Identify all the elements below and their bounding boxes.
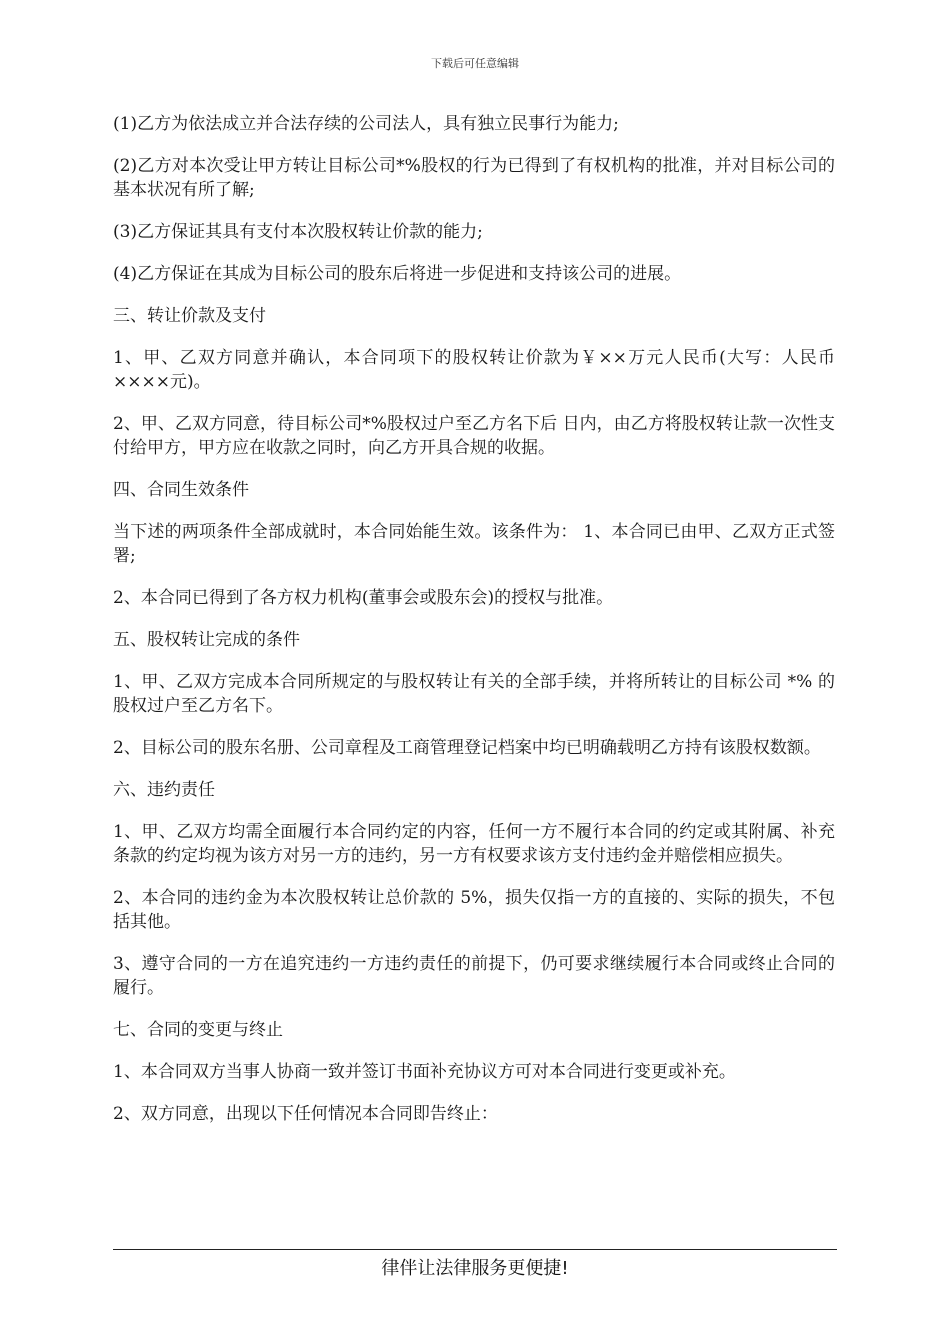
section-heading-completion: 五、股权转让完成的条件 xyxy=(113,630,300,650)
section-heading-termination: 七、合同的变更与终止 xyxy=(113,1020,283,1040)
price-clause-2: 2、甲、乙双方同意，待目标公司*%股权过户至乙方名下后 日内，由乙方将股权转让款一次性支付给甲方，甲方应在收款之同时，向乙方开具合规的收据。 xyxy=(113,414,835,458)
completion-clause-2: 2、目标公司的股东名册、公司章程及工商管理登记档案中均已明确载明乙方持有该股权数额。 xyxy=(113,738,821,758)
section-heading-price: 三、转让价款及支付 xyxy=(113,306,266,326)
completion-clause-1: 1、甲、乙双方完成本合同所规定的与股权转让有关的全部手续，并将所转让的目标公司 *% 的股权过户至乙方名下。 xyxy=(113,672,835,716)
breach-clause-2: 2、本合同的违约金为本次股权转让总价款的 5%，损失仅指一方的直接的、实际的损失，不包括其他。 xyxy=(113,888,835,932)
footer-divider xyxy=(113,1249,837,1250)
termination-clause-1: 1、本合同双方当事人协商一致并签订书面补充协议方可对本合同进行变更或补充。 xyxy=(113,1062,736,1082)
clause-b-4: (4)乙方保证在其成为目标公司的股东后将进一步促进和支持该公司的进展。 xyxy=(113,264,682,284)
breach-clause-3: 3、遵守合同的一方在追究违约一方违约责任的前提下，仍可要求继续履行本合同或终止合同的履行。 xyxy=(113,954,835,998)
section-heading-breach: 六、违约责任 xyxy=(113,780,215,800)
clause-b-1: (1)乙方为依法成立并合法存续的公司法人，具有独立民事行为能力; xyxy=(113,114,619,134)
document-body xyxy=(113,112,835,1144)
page-header-note: 下载后可任意编辑 xyxy=(431,57,519,70)
breach-clause-1: 1、甲、乙双方均需全面履行本合同约定的内容，任何一方不履行本合同的约定或其附属、补充条款的约定均视为该方对另一方的违约，另一方有权要求该方支付违约金并赔偿相应损失。 xyxy=(113,822,835,866)
effective-clause-1: 当下述的两项条件全部成就时，本合同始能生效。该条件为： 1、本合同已由甲、乙双方正式签署; xyxy=(113,522,835,566)
section-heading-effective: 四、合同生效条件 xyxy=(113,480,249,500)
price-clause-1: 1、甲、乙双方同意并确认，本合同项下的股权转让价款为￥××万元人民币(大写：人民币××××元)。 xyxy=(113,348,835,392)
clause-b-2: (2)乙方对本次受让甲方转让目标公司*%股权的行为已得到了有权机构的批准，并对目标公司的基本状况有所了解; xyxy=(113,156,835,200)
effective-clause-2: 2、本合同已得到了各方权力机构(董事会或股东会)的授权与批准。 xyxy=(113,588,614,608)
termination-clause-2: 2、双方同意，出现以下任何情况本合同即告终止： xyxy=(113,1104,498,1124)
clause-b-3: (3)乙方保证其具有支付本次股权转让价款的能力; xyxy=(113,222,483,242)
footer-slogan: 律伴让法律服务更便捷! xyxy=(381,1258,569,1279)
